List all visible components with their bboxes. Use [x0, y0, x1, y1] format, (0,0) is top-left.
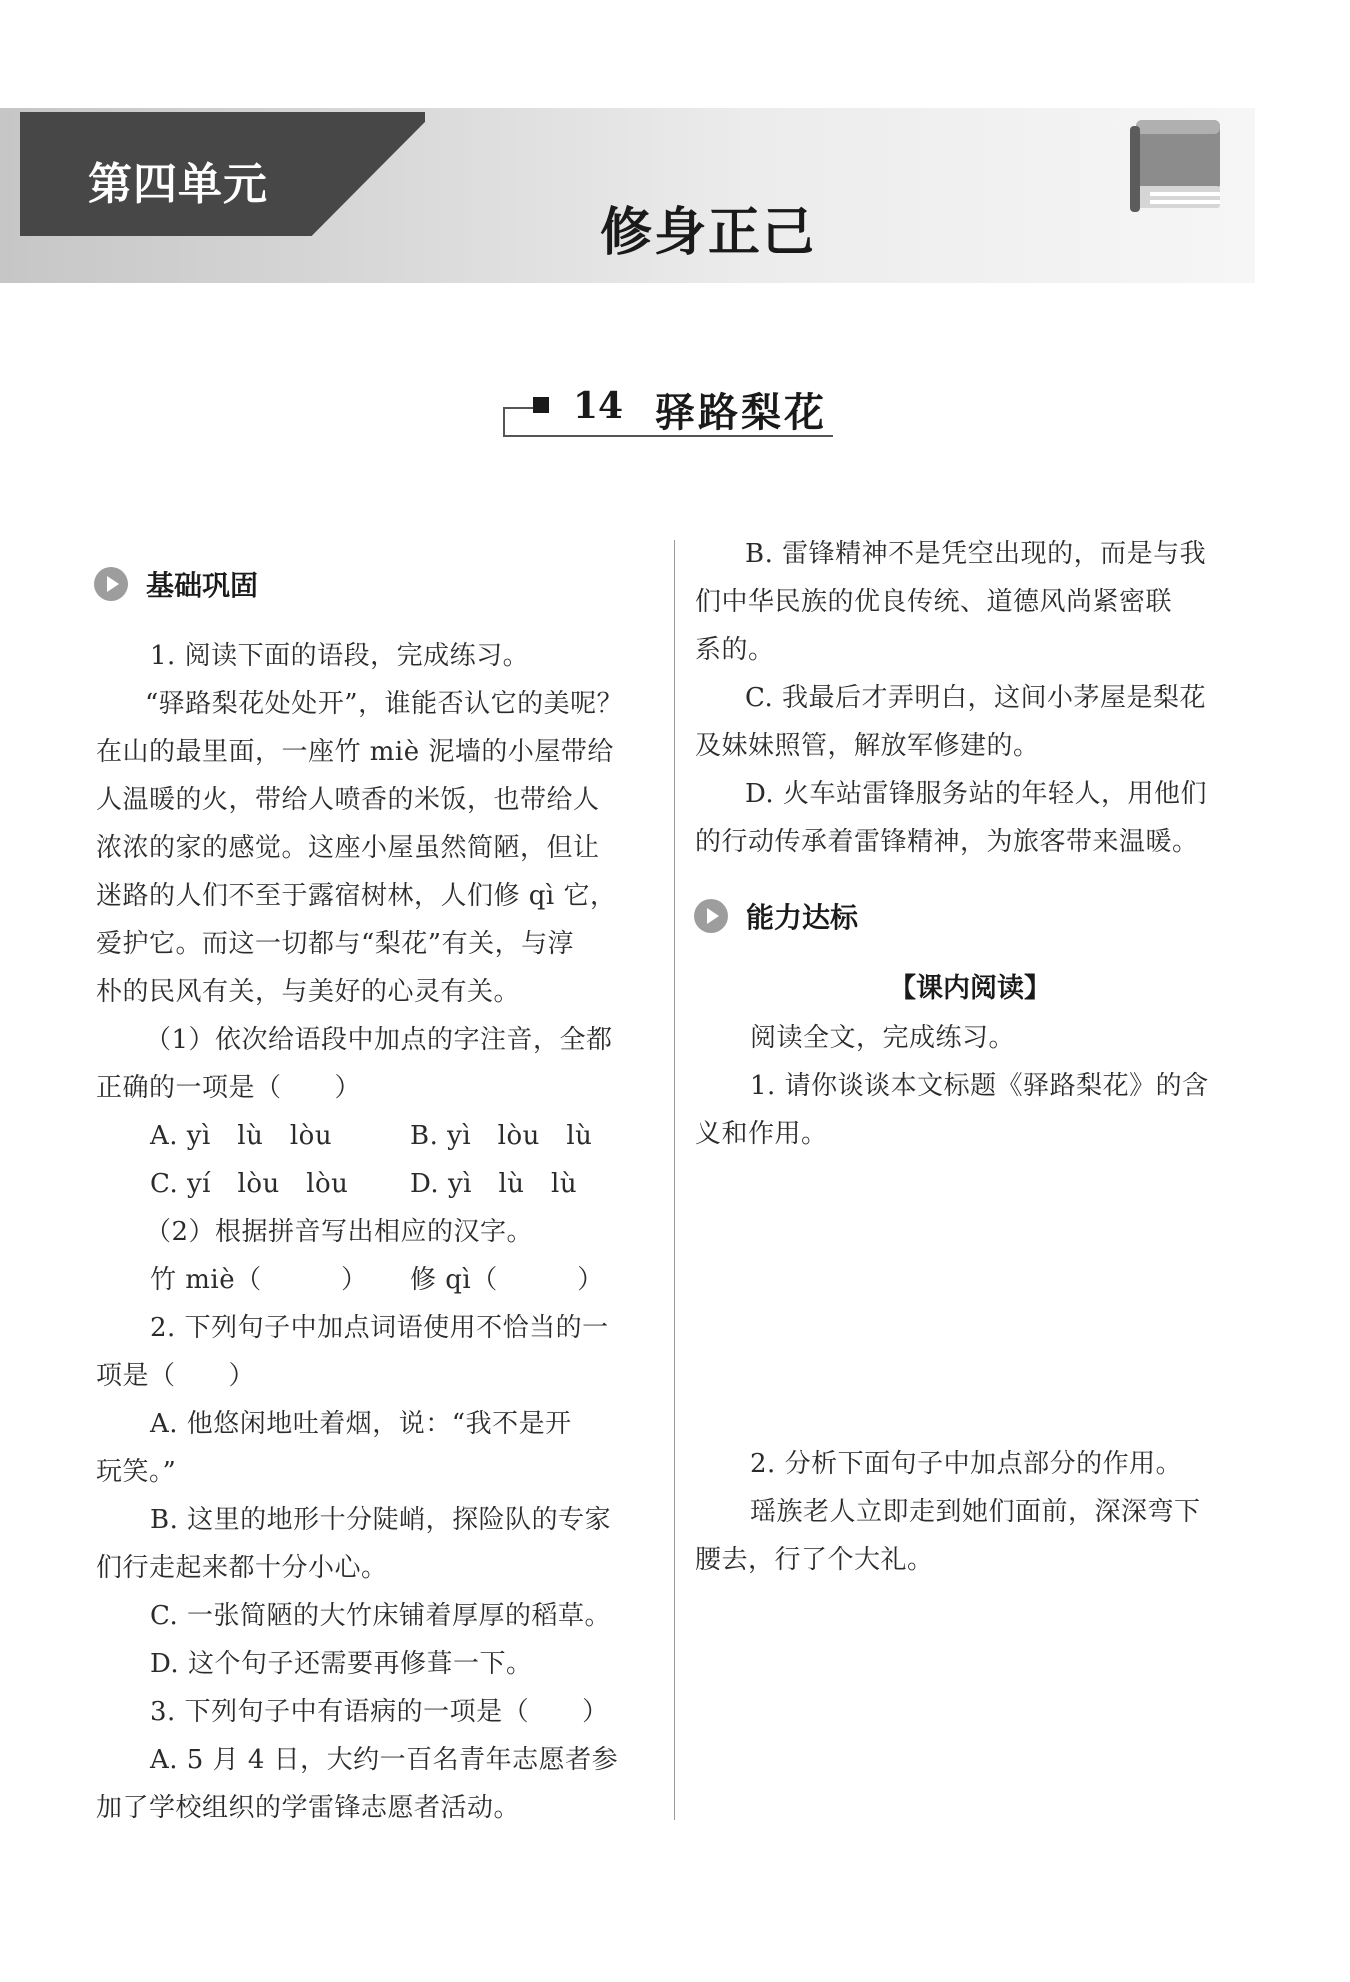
reading-question-1: 1. 请你谈谈本文标题《驿路梨花》的含: [750, 1071, 1209, 1101]
reading-intro: 阅读全文，完成练习。: [750, 1023, 1016, 1053]
question-1-2: （2）根据拼音写出相应的汉字。: [145, 1217, 534, 1247]
q3-option-a: A. 5 月 4 日，大约一百名青年志愿者参: [150, 1745, 619, 1775]
reading-heading: 【课内阅读】: [889, 973, 1051, 1004]
unit-label: 第四单元: [88, 159, 268, 210]
square-bullet-icon: [533, 397, 549, 413]
section-ability-label: 能力达标: [746, 901, 859, 934]
section-basic-label: 基础巩固: [146, 569, 259, 602]
unit-title: 修身正己: [600, 203, 817, 263]
section-ability: [694, 896, 858, 936]
lesson-title: 驿路梨花: [655, 390, 827, 436]
reading-question-2-sentence-cont: 腰去，行了个大礼。: [695, 1545, 934, 1575]
passage-line-1: “驿路梨花处处开”，谁能否认它的美呢？: [145, 689, 624, 719]
lesson-heading: [503, 385, 833, 437]
q3-option-d: D. 火车站雷锋服务站的年轻人，用他们: [745, 779, 1207, 809]
question-1-1: （1）依次给语段中加点的字注音，全都: [145, 1025, 613, 1055]
q3-option-b-cont1: 们中华民族的优良传统、道德风尚紧密联: [695, 587, 1173, 617]
q1-1-option-a: A. yì lù lòu: [150, 1121, 333, 1151]
passage-line-3: 人温暖的火，带给人喷香的米饭，也带给人: [96, 785, 600, 815]
q1-2-blank-b: 修 qì（ ）: [410, 1265, 604, 1295]
q2-option-a-cont: 玩笑。”: [96, 1457, 177, 1487]
q3-option-b-cont2: 系的。: [695, 635, 775, 665]
q1-1-option-c: C. yí lòu lòu: [150, 1169, 349, 1199]
q2-option-a: A. 他悠闲地吐着烟，说：“我不是开: [150, 1409, 572, 1439]
q3-option-c: C. 我最后才弄明白，这间小茅屋是梨花: [745, 683, 1206, 713]
lesson-number: 14: [573, 385, 624, 427]
passage-line-4: 浓浓的家的感觉。这座小屋虽然简陋，但让: [96, 833, 600, 863]
play-circle-icon: [694, 899, 728, 933]
question-1-1-cont: 正确的一项是（ ）: [96, 1073, 362, 1103]
question-2-cont: 项是（ ）: [96, 1361, 256, 1391]
reading-question-2: 2. 分析下面句子中加点部分的作用。: [750, 1449, 1183, 1479]
question-1: 1. 阅读下面的语段，完成练习。: [150, 641, 530, 671]
q3-option-c-cont: 及妹妹照管，解放军修建的。: [695, 731, 1040, 761]
reading-question-1-cont: 义和作用。: [695, 1119, 828, 1149]
question-2: 2. 下列句子中加点词语使用不恰当的一: [150, 1313, 609, 1343]
q2-option-b: B. 这里的地形十分陡峭，探险队的专家: [150, 1505, 612, 1535]
question-3: 3. 下列句子中有语病的一项是（ ）: [150, 1697, 609, 1727]
book-icon: [1128, 116, 1228, 228]
column-divider: [674, 540, 675, 1820]
q3-option-a-cont: 加了学校组织的学雷锋志愿者活动。: [96, 1793, 521, 1823]
q1-1-option-b: B. yì lòu lù: [410, 1121, 593, 1151]
passage-line-7: 朴的民风有关，与美好的心灵有关。: [96, 977, 521, 1007]
reading-question-2-sentence: 瑶族老人立即走到她们面前，深深弯下: [750, 1497, 1201, 1527]
passage-line-2: 在山的最里面，一座竹 miè 泥墙的小屋带给: [96, 737, 614, 767]
q3-option-d-cont: 的行动传承着雷锋精神，为旅客带来温暖。: [695, 827, 1199, 857]
section-basic: [94, 564, 258, 604]
passage-line-5: 迷路的人们不至于露宿树林，人们修 qì 它，: [96, 881, 617, 911]
q2-option-c: C. 一张简陋的大竹床铺着厚厚的稻草。: [150, 1601, 611, 1631]
q3-option-b: B. 雷锋精神不是凭空出现的，而是与我: [745, 539, 1207, 569]
q2-option-b-cont: 们行走起来都十分小心。: [96, 1553, 388, 1583]
q1-2-blank-a: 竹 miè（ ）: [150, 1265, 368, 1295]
q1-1-option-d: D. yì lù lù: [410, 1169, 578, 1199]
q2-option-d: D. 这个句子还需要再修葺一下。: [150, 1649, 533, 1679]
play-circle-icon: [94, 567, 128, 601]
passage-line-6: 爱护它。而这一切都与“梨花”有关，与淳: [96, 929, 575, 959]
